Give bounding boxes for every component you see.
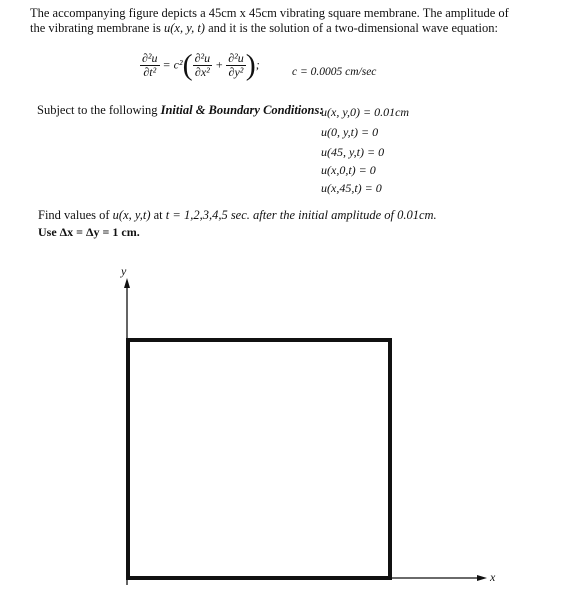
- membrane-square: [128, 340, 390, 578]
- term1-denominator: ∂x²: [194, 65, 210, 79]
- term1-numerator: ∂²u: [194, 51, 211, 65]
- condition-5: u(x,45,t) = 0: [321, 181, 382, 195]
- find-function: u(x, y,t): [112, 208, 151, 222]
- condition-1: u(x, y,0) = 0.01cm: [321, 105, 410, 119]
- intro-line-2-prefix: the vibrating membrane is: [30, 21, 161, 35]
- condition-4: u(x,0,t) = 0: [321, 163, 376, 177]
- task-use-step: Use Δx = Δy = 1 cm.: [38, 225, 140, 239]
- x-axis-label: x: [490, 570, 496, 584]
- intro-line-1: The accompanying figure depicts a 45cm x 45cm vibrating square membrane. The amplitude of: [30, 6, 509, 20]
- wave-speed: c = 0.0005 cm/sec: [292, 66, 377, 78]
- conditions-label-prefix: Subject to the following: [37, 103, 158, 117]
- lhs-numerator: ∂²u: [142, 51, 158, 65]
- intro-function: u(x, y, t): [164, 21, 205, 35]
- find-prefix: Find values of: [38, 208, 110, 222]
- condition-2: u(0, y,t) = 0: [321, 125, 379, 139]
- lhs-denominator: ∂t²: [143, 65, 157, 79]
- term2-denominator: ∂y²: [228, 65, 244, 79]
- right-paren: ): [245, 48, 256, 82]
- find-rest: t = 1,2,3,4,5 sec. after the initial amplitude of 0.01cm.: [165, 208, 437, 222]
- plus-sign: +: [215, 57, 224, 72]
- left-paren: (: [182, 48, 193, 82]
- conditions-label-bold: Initial & Boundary Conditions:: [160, 103, 324, 117]
- find-at: at: [153, 208, 163, 222]
- y-axis-label: y: [121, 264, 127, 278]
- condition-3: u(45, y,t) = 0: [321, 145, 385, 159]
- y-axis-arrowhead: [124, 278, 130, 288]
- term2-numerator: ∂²u: [228, 51, 244, 65]
- equals-c-squared: = c²: [162, 57, 183, 72]
- x-axis-arrowhead: [477, 575, 487, 581]
- equation-end: ;: [255, 57, 260, 72]
- intro-line-2-suffix: and it is the solution of a two-dimensional wave equation:: [208, 21, 498, 35]
